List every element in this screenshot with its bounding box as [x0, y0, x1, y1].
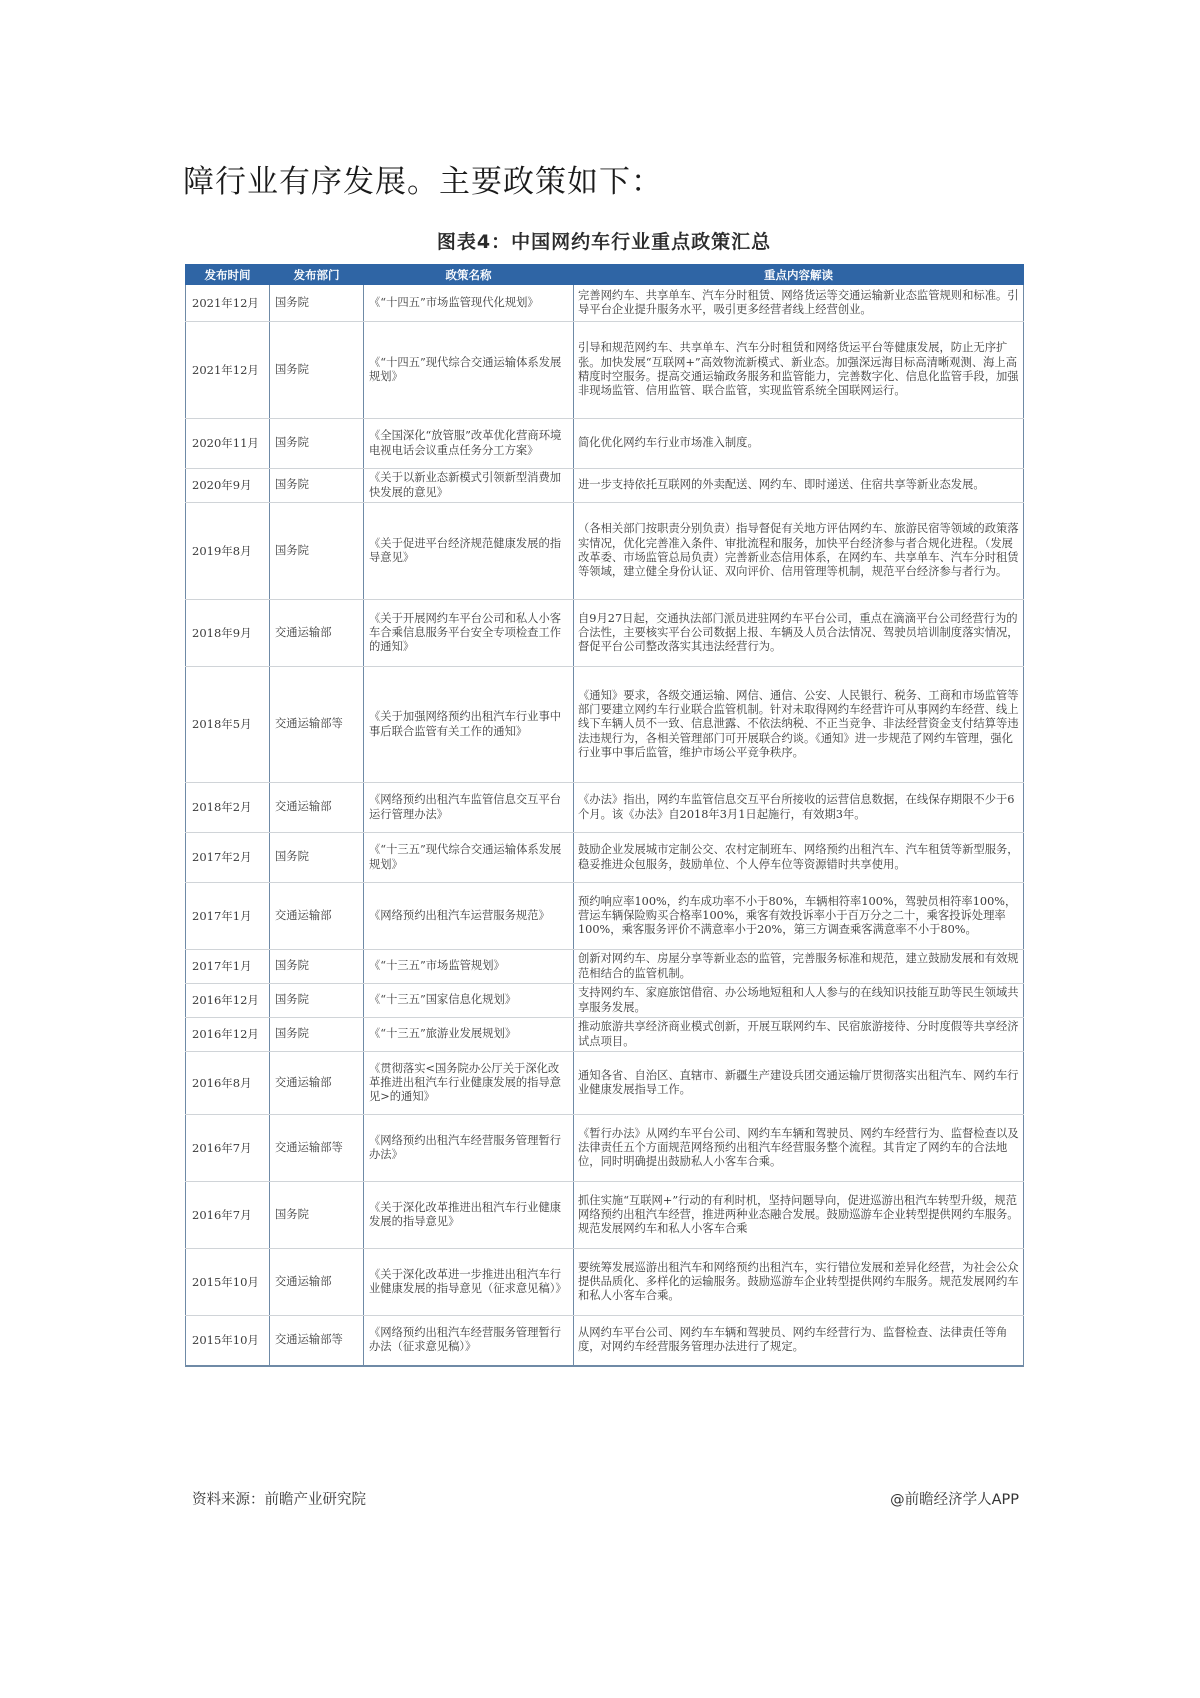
- row-dept: 国务院: [270, 950, 364, 984]
- header-policy: 政策名称: [364, 265, 574, 285]
- row-date: 2016年12月: [186, 984, 270, 1018]
- row-dept: 国务院: [270, 1018, 364, 1052]
- row-date: 2016年8月: [186, 1052, 270, 1115]
- row-date: 2015年10月: [186, 1316, 270, 1366]
- row-date: 2017年2月: [186, 833, 270, 883]
- row-content: 创新对网约车、房屋分享等新业态的监管，完善服务标准和规范，建立鼓励发展和有效规范相结合的监管机制。: [574, 950, 1024, 984]
- table-row: [186, 1249, 1024, 1316]
- row-content: 鼓励企业发展城市定制公交、农村定制班车、网络预约出租汽车、汽车租赁等新型服务，稳妥推进众包服务，鼓励单位、个人停车位等资源错时共享使用。: [574, 833, 1024, 883]
- table-row: [186, 503, 1024, 600]
- policy-figure: [185, 227, 1023, 1367]
- row-policy: 《网络预约出租汽车运营服务规范》: [364, 883, 574, 950]
- row-dept: 国务院: [270, 833, 364, 883]
- header-date: 发布时间: [186, 265, 270, 285]
- intro-paragraph: 障行业有序发展。主要政策如下：: [183, 164, 663, 200]
- header-dept: 发布部门: [270, 265, 364, 285]
- table-row: [186, 667, 1024, 783]
- row-policy: 《“十三五”市场监管规划》: [364, 950, 574, 984]
- row-content: 推动旅游共享经济商业模式创新，开展互联网约车、民宿旅游接待、分时度假等共享经济试点项目。: [574, 1018, 1024, 1052]
- row-dept: 国务院: [270, 984, 364, 1018]
- row-content: 进一步支持依托互联网的外卖配送、网约车、即时递送、住宿共享等新业态发展。: [574, 469, 1024, 503]
- row-dept: 交通运输部等: [270, 1115, 364, 1182]
- row-date: 2016年7月: [186, 1182, 270, 1249]
- row-dept: 交通运输部: [270, 1052, 364, 1115]
- row-policy: 《关于深化改革进一步推进出租汽车行业健康发展的指导意见（征求意见稿）》: [364, 1249, 574, 1316]
- row-date: 2020年11月: [186, 419, 270, 469]
- row-policy: 《关于深化改革推进出租汽车行业健康发展的指导意见》: [364, 1182, 574, 1249]
- row-date: 2019年8月: [186, 503, 270, 600]
- row-dept: 交通运输部: [270, 783, 364, 833]
- row-date: 2015年10月: [186, 1249, 270, 1316]
- row-policy: 《网络预约出租汽车经营服务管理暂行办法》: [364, 1115, 574, 1182]
- row-content: 《暂行办法》从网约车平台公司、网约车车辆和驾驶员、网约车经营行为、监督检查以及法律责任五个方面规范网络预约出租汽车经营服务整个流程。其肯定了网约车的合法地位，同时明确提出鼓励私人小客车合乘。: [574, 1115, 1024, 1182]
- row-policy: 《“十四五”市场监管现代化规划》: [364, 285, 574, 322]
- row-dept: 交通运输部: [270, 600, 364, 667]
- table-row: [186, 984, 1024, 1018]
- policy-table: [185, 264, 1024, 1367]
- row-date: 2017年1月: [186, 883, 270, 950]
- source-note: 资料来源：前瞻产业研究院: [192, 1492, 366, 1508]
- row-date: 2021年12月: [186, 285, 270, 322]
- figure-title: 图表4：中国网约车行业重点政策汇总: [436, 231, 772, 253]
- row-content: 引导和规范网约车、共享单车、汽车分时租赁和网络货运平台等健康发展，防止无序扩张。加快发展“互联网+”高效物流新模式、新业态。加强深远海目标高清晰观测、海上高精度时空服务。提高交通运输政务服务和监管能力，完善数字化、信息化监管手段，加强非现场监管、信用监管、联合监管，实现监管系统全国联网运行。: [574, 322, 1024, 419]
- table-row: [186, 469, 1024, 503]
- row-dept: 国务院: [270, 503, 364, 600]
- table-row: [186, 883, 1024, 950]
- table-row: [186, 1316, 1024, 1366]
- table-row: [186, 833, 1024, 883]
- header-content: 重点内容解读: [574, 265, 1024, 285]
- row-date: 2016年7月: [186, 1115, 270, 1182]
- row-content: 通知各省、自治区、直辖市、新疆生产建设兵团交通运输厅贯彻落实出租汽车、网约车行业健康发展指导工作。: [574, 1052, 1024, 1115]
- row-policy: 《关于促进平台经济规范健康发展的指导意见》: [364, 503, 574, 600]
- row-policy: 《关于以新业态新模式引领新型消费加快发展的意见》: [364, 469, 574, 503]
- table-row: [186, 285, 1024, 322]
- brand-credit: @前瞻经济学人APP: [890, 1492, 1019, 1508]
- row-policy: 《网络预约出租汽车经营服务管理暂行办法（征求意见稿）》: [364, 1316, 574, 1366]
- table-row: [186, 600, 1024, 667]
- row-content: 简化优化网约车行业市场准入制度。: [574, 419, 1024, 469]
- table-row: [186, 1115, 1024, 1182]
- table-header-row: [186, 265, 1024, 285]
- row-content: （各相关部门按职责分别负责）指导督促有关地方评估网约车、旅游民宿等领域的政策落实情况，优化完善准入条件、审批流程和服务，加快平台经济参与者合规化进程。（发展改革委、市场监管总局负责）完善新业态信用体系，在网约车、共享单车、汽车分时租赁等领域，建立健全身份认证、双向评价、信用管理等机制，规范平台经济参与者行为。: [574, 503, 1024, 600]
- row-dept: 国务院: [270, 419, 364, 469]
- table-row: [186, 783, 1024, 833]
- row-date: 2018年9月: [186, 600, 270, 667]
- row-content: 支持网约车、家庭旅馆借宿、办公场地短租和人人参与的在线知识技能互助等民生领域共享服务发展。: [574, 984, 1024, 1018]
- table-row: [186, 1052, 1024, 1115]
- table-body: [186, 285, 1024, 1366]
- table-row: [186, 419, 1024, 469]
- row-date: 2016年12月: [186, 1018, 270, 1052]
- table-row: [186, 322, 1024, 419]
- row-policy: 《“十三五”国家信息化规划》: [364, 984, 574, 1018]
- row-dept: 国务院: [270, 469, 364, 503]
- row-dept: 交通运输部等: [270, 667, 364, 783]
- row-dept: 交通运输部: [270, 883, 364, 950]
- table-row: [186, 950, 1024, 984]
- row-date: 2021年12月: [186, 322, 270, 419]
- row-policy: 《网络预约出租汽车监管信息交互平台运行管理办法》: [364, 783, 574, 833]
- row-dept: 交通运输部等: [270, 1316, 364, 1366]
- table-row: [186, 1018, 1024, 1052]
- row-content: 预约响应率100%，约车成功率不小于80%，车辆相符率100%，驾驶员相符率100%，营运车辆保险购买合格率100%，乘客有效投诉率小于百万分之二十，乘客投诉处理率100%，乘客服务评价不满意率小于20%，第三方调查乘客满意率不小于80%。: [574, 883, 1024, 950]
- table-row: [186, 1182, 1024, 1249]
- row-policy: 《“十四五”现代综合交通运输体系发展规划》: [364, 322, 574, 419]
- row-dept: 国务院: [270, 285, 364, 322]
- row-dept: 国务院: [270, 1182, 364, 1249]
- row-content: 抓住实施“互联网+”行动的有利时机，坚持问题导向，促进巡游出租汽车转型升级，规范网络预约出租汽车经营，推进两种业态融合发展。鼓励巡游车企业转型提供网约车服务。规范发展网约车和私人小客车合乘: [574, 1182, 1024, 1249]
- row-policy: 《全国深化“放管服”改革优化营商环境电视电话会议重点任务分工方案》: [364, 419, 574, 469]
- row-content: 完善网约车、共享单车、汽车分时租赁、网络货运等交通运输新业态监管规则和标准。引导平台企业提升服务水平，吸引更多经营者线上经营创业。: [574, 285, 1024, 322]
- row-policy: 《关于加强网络预约出租汽车行业事中事后联合监管有关工作的通知》: [364, 667, 574, 783]
- row-content: 《通知》要求，各级交通运输、网信、通信、公安、人民银行、税务、工商和市场监管等部门要建立网约车行业联合监管机制。针对未取得网约车经营许可从事网约车经营、线上线下车辆人员不一致、信息泄露、不依法纳税、不正当竞争、非法经营资金支付结算等违法违规行为，各相关管理部门可开展联合约谈。《通知》进一步规范了网约车管理，强化行业事中事后监管，维护市场公平竞争秩序。: [574, 667, 1024, 783]
- row-content: 自9月27日起，交通执法部门派员进驻网约车平台公司，重点在滴滴平台公司经营行为的合法性，主要核实平台公司数据上报、车辆及人员合法情况、驾驶员培训制度落实情况，督促平台公司整改落实其违法经营行为。: [574, 600, 1024, 667]
- row-date: 2017年1月: [186, 950, 270, 984]
- row-policy: 《“十三五”现代综合交通运输体系发展规划》: [364, 833, 574, 883]
- row-dept: 交通运输部: [270, 1249, 364, 1316]
- row-date: 2018年5月: [186, 667, 270, 783]
- row-dept: 国务院: [270, 322, 364, 419]
- row-content: 要统筹发展巡游出租汽车和网络预约出租汽车，实行错位发展和差异化经营，为社会公众提供品质化、多样化的运输服务。鼓励巡游车企业转型提供网约车服务。规范发展网约车和私人小客车合乘。: [574, 1249, 1024, 1316]
- row-policy: 《贯彻落实<国务院办公厅关于深化改革推进出租汽车行业健康发展的指导意见>的通知》: [364, 1052, 574, 1115]
- row-date: 2020年9月: [186, 469, 270, 503]
- row-date: 2018年2月: [186, 783, 270, 833]
- row-policy: 《“十三五”旅游业发展规划》: [364, 1018, 574, 1052]
- row-content: 《办法》指出，网约车监管信息交互平台所接收的运营信息数据，在线保存期限不少于6个月。该《办法》自2018年3月1日起施行，有效期3年。: [574, 783, 1024, 833]
- row-policy: 《关于开展网约车平台公司和私人小客车合乘信息服务平台安全专项检查工作的通知》: [364, 600, 574, 667]
- row-content: 从网约车平台公司、网约车车辆和驾驶员、网约车经营行为、监督检查、法律责任等角度，对网约车经营服务管理办法进行了规定。: [574, 1316, 1024, 1366]
